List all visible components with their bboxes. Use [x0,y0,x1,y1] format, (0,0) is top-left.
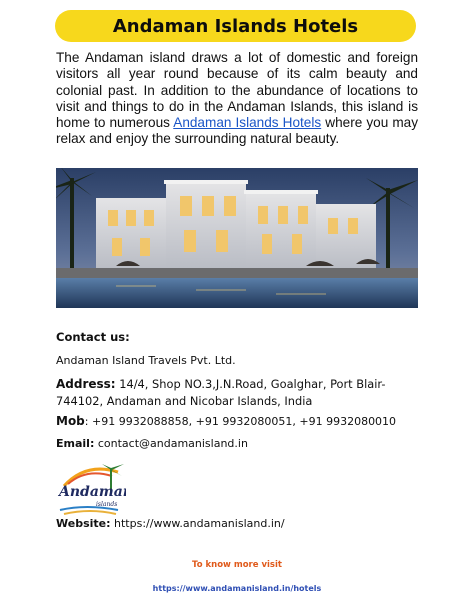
company-name: Andaman Island Travels Pvt. Ltd. [56,354,236,367]
mob-label: Mob [56,414,85,428]
website-line [56,517,285,530]
title-banner [55,10,416,42]
website-url[interactable]: https://www.andamanisland.in/ [110,517,285,530]
logo-text: Andaman [59,484,126,500]
email-value[interactable]: contact@andamanisland.in [94,437,248,450]
address-value: 14/4, Shop NO.3,J.N.Road, Goalghar, Port Blair-744102, Andaman and Nicobar Islands, India [56,377,386,408]
hotels-link[interactable]: Andaman Islands Hotels [173,115,322,131]
contact-heading: Contact us: [56,330,130,344]
footer-url[interactable]: https://www.andamanisland.in/hotels [152,584,322,593]
hotel-photo [56,168,418,308]
logo-subtext: islands [96,501,118,508]
page-title: Andaman Islands Hotels [112,15,359,37]
intro-paragraph [56,50,418,148]
email-label: Email: [56,437,95,450]
website-label: Website: [56,517,111,530]
intro-text-after: where you may relax and enjoy the surrounding natural beauty. [56,115,419,147]
mobile [56,414,396,428]
intro-text-before: The Andaman island draws a lot of domestic and foreign visitors all year round because of its calm beauty and colonial past. In addition to the abundance of locations to visit and things to do in the Andaman Islands, this island is home to numerous [56,50,418,131]
cta-text: To know more visit [192,560,282,570]
address [56,376,386,410]
address-label: Address: [56,377,116,391]
email [56,437,248,450]
mob-value: : +91 9932088858, +91 9932080051, +91 9932080010 [84,415,397,428]
andaman-logo [56,462,126,517]
